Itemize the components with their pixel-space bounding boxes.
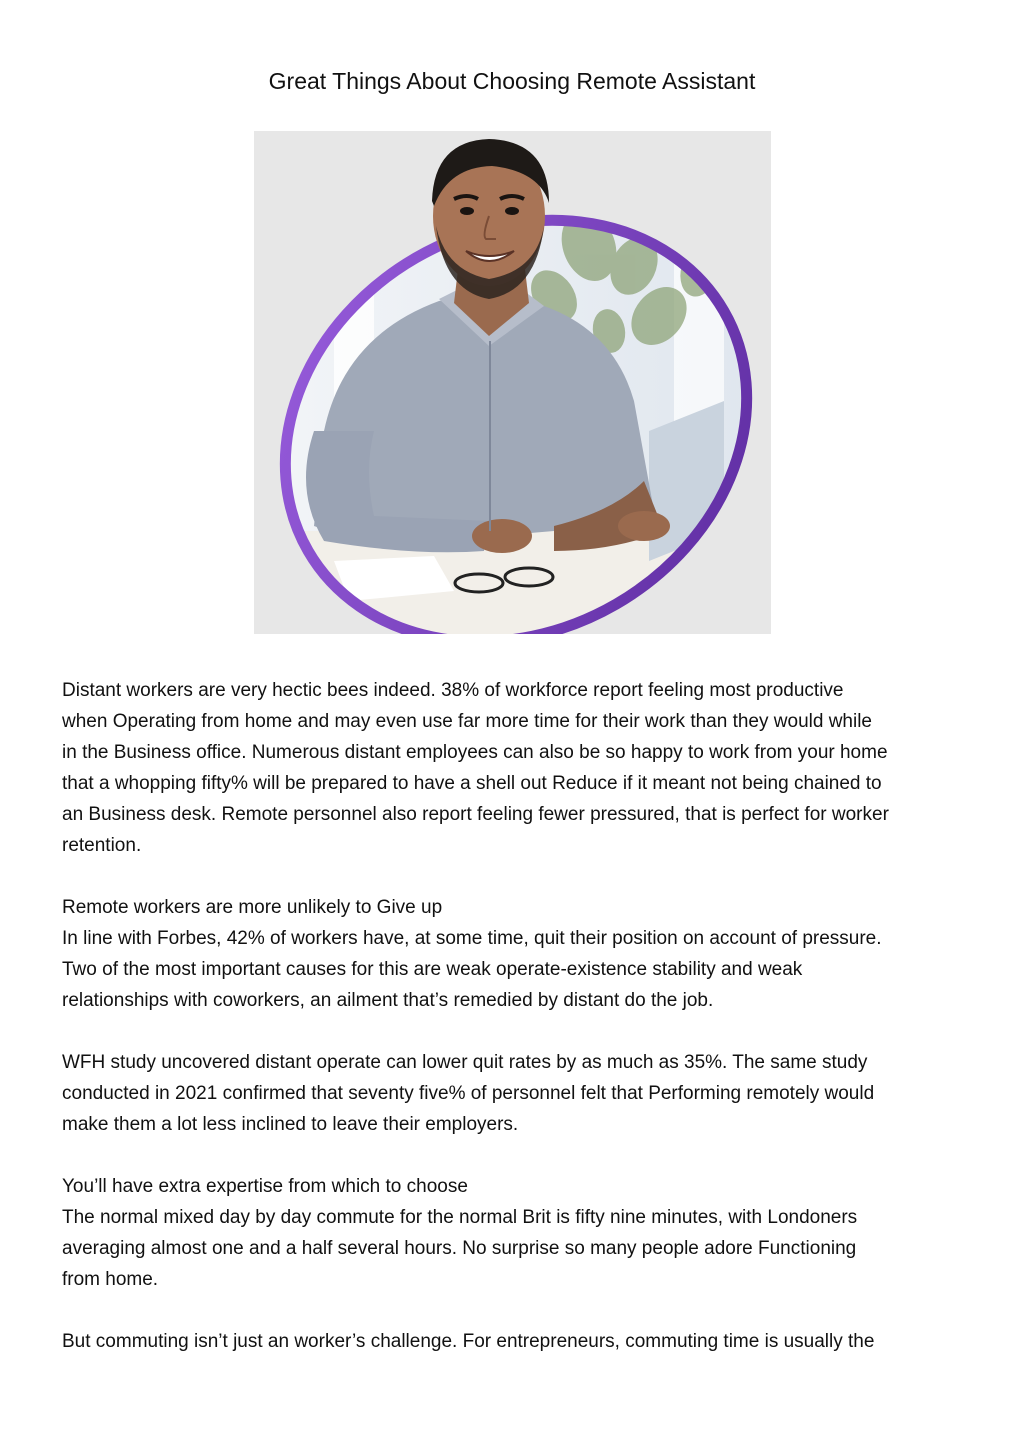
text-line: WFH study uncovered distant operate can lower quit rates by as much as 35%. The same study [62,1052,868,1073]
paragraph-wfh-study [62,1047,972,1140]
text-line: from home. [62,1269,159,1290]
article-body [62,675,972,1388]
section-heading: Remote workers are more unlikely to Give up [62,897,443,918]
paragraph-quit-less [62,892,972,1016]
hero-photo-illustration [254,131,771,634]
text-line: Two of the most important causes for this are weak operate-existence stability and weak [62,959,803,980]
text-line: In line with Forbes, 42% of workers have, at some time, quit their position on account of pressure. [62,928,882,949]
text-line: when Operating from home and may even use far more time for their work than they would while [62,711,872,732]
text-line: Distant workers are very hectic bees indeed. 38% of workforce report feeling most productive [62,680,844,701]
paragraph-productivity [62,675,972,861]
section-heading: You’ll have extra expertise from which to choose [62,1176,468,1197]
page-title: Great Things About Choosing Remote Assistant [268,68,756,94]
hero-image [254,131,771,634]
text-line: relationships with coworkers, an ailment that’s remedied by distant do the job. [62,990,714,1011]
text-line: conducted in 2021 confirmed that seventy five% of personnel felt that Performing remotely would [62,1083,875,1104]
text-line: an Business desk. Remote personnel also report feeling fewer pressured, that is perfect for worker [62,804,889,825]
text-line: But commuting isn’t just an worker’s challenge. For entrepreneurs, commuting time is usually the [62,1331,875,1352]
text-line: The normal mixed day by day commute for the normal Brit is fifty nine minutes, with Londoners [62,1207,858,1228]
paragraph-commuting [62,1326,972,1357]
text-line: in the Business office. Numerous distant employees can also be so happy to work from your home [62,742,888,763]
text-line: that a whopping fifty% will be prepared to have a shell out Reduce if it meant not being chained to [62,773,882,794]
paragraph-expertise [62,1171,972,1295]
text-line: averaging almost one and a half several hours. No surprise so many people adore Functioning [62,1238,857,1259]
text-line: make them a lot less inclined to leave their employers. [62,1114,519,1135]
text-line: retention. [62,835,142,856]
